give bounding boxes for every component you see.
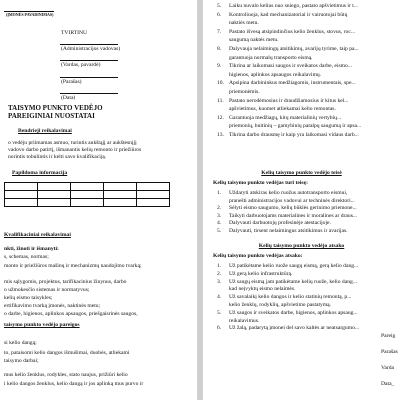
duties-line: mus kelio ženklus, rodykles, stato naujus, prižiūri kelio (4, 372, 128, 378)
list-item-text: apšvietimus, kuomet atliekamai kelio remontas. (229, 106, 336, 113)
signature-name-label: Varda (381, 365, 395, 371)
list-item-text: Taikyti darbuotojams materialines ir moralines ar draus... (229, 212, 358, 219)
section-general-heading: Bendrieji reikalavimai (18, 128, 72, 134)
list-item-number: 6. (217, 11, 222, 18)
list-item-number: 1. (217, 190, 222, 196)
list-item-text: Tikrina ar laikomasi saugos ir sveikatos darbe, eismo... (229, 63, 352, 70)
list-item-text: Už saugų eismą jam patikėtame kelių ruože, kelio dang... (229, 278, 357, 285)
list-item-number: 5. (217, 309, 222, 316)
list-item-text: Už gerą kelio infrastruktūrą. (229, 270, 293, 277)
signature-date-label: Data_ (381, 381, 395, 387)
admin-label: (Administracijos vadovas) (61, 46, 121, 52)
list-item-text: Sėlyti eismo saugumo, kelių būklės gerinimo priemone... (229, 205, 357, 212)
document-title-line2: PAREIGINIAI NUOSTATAI (8, 112, 95, 120)
additional-info-table (4, 182, 170, 207)
list-item-text: Už žalą, padarytą įmonei del savo kaltės ar neatsargumo... (229, 325, 360, 332)
list-item-text: higienos, aplinkos apsaugos reikalavimų. (229, 71, 322, 78)
duties-line: taisymo darbai; (4, 358, 39, 364)
knowledge-line: o darbe, higienos, aplinkos apsaugos, priešgaisrinės saugos, (4, 311, 138, 317)
section-qualification-heading: Kvalifikaciniai reikalavimai (4, 232, 71, 238)
list-item-number: 7. (217, 28, 222, 35)
list-item-text: Už saugos ir sveikatos darbe, higienos, aplinkos apsaug... (229, 309, 358, 316)
company-name-label: (ĮMONĖS PAVADINIMAS) (6, 12, 54, 17)
list-item-number: 13. (217, 132, 224, 138)
knowledge-line: monto ir priežiūros mašinų ir mechanizmų naudojimo tvarką; (4, 263, 142, 269)
list-item-number: 11. (217, 97, 224, 104)
document-page-right (203, 0, 400, 400)
signature-position-label: Pareig (381, 333, 396, 339)
responsibility-subtitle: Kelių taisymo punkto vedėjas atsako: (213, 253, 303, 259)
list-item-text: Dalyvauja nelaimingų atsitikimų, avarijų tyrime, taip pa... (229, 46, 359, 52)
list-item-text: Pastato nerodėmosius ir draudžiamosius ir kitus kel... (229, 97, 349, 104)
list-item-text: Tikrina darbo drausmę ir kaip yra laikomasi vidaus darb... (229, 132, 359, 138)
list-item-number: 9. (217, 63, 222, 70)
general-text-line: vadovo darbo patirtį, išmanantis kelių remonto ir priežiūros (8, 147, 142, 153)
list-item-number: 3. (217, 278, 222, 285)
duties-line: to, pataisomi kelio dangos išmušimai, duobės, atliekami (4, 350, 130, 356)
signature-line (60, 77, 118, 78)
list-item-number: 2. (217, 205, 222, 212)
list-item-text: Dalyvauti, tirsent nelaimingus atsitikimus ir avarijas. (229, 228, 348, 234)
knowledge-line: mis sąlygomis, projektus, tarifikacinius žinynus, darbo (4, 279, 127, 285)
document-page-left (0, 0, 197, 400)
knowledge-line: o užmokesčio sistemas ir normatyvus; (4, 287, 90, 293)
list-item-number: 10. (217, 80, 224, 87)
list-item-text: priemonių, buitinių – gamybinių patalpų saugumą ir apsa... (229, 123, 362, 130)
list-item-text: reikalavimus. (229, 317, 260, 324)
date-line (60, 93, 118, 94)
list-item-text: Garantuoja medžiagų, kitų materialinių vertybių... (229, 114, 342, 121)
list-item-text: priemonėmis. (229, 89, 260, 95)
list-item-number: 4. (217, 294, 222, 301)
knowledge-line: kelių eismo taisykles; (4, 295, 53, 301)
approve-label: TVIRTINU (61, 30, 88, 36)
name-line (60, 60, 118, 61)
list-item-text: saugumą naktės metu. (229, 37, 279, 44)
rights-section-heading: Kelių taisymo punkto vedėjo teisė (261, 170, 342, 176)
list-item-number: 4. (217, 220, 222, 227)
list-item-number: 3. (217, 212, 222, 219)
list-item-number: 8. (217, 46, 222, 52)
duties-line: si kelio dangą; (4, 340, 37, 346)
list-item-number: 5. (217, 228, 222, 234)
list-item-text: garantuoja normalų transporto eismą. (229, 54, 313, 61)
list-item-text: Uždaryti atskiras kelio ruožus autotransporto eismui, (229, 190, 348, 196)
list-item-text: kelio ženklų, rodyklių, apšvietimo pastatymą. (229, 302, 332, 308)
name-label: (Vardas, pavardė) (61, 62, 101, 68)
admin-line (60, 44, 118, 45)
list-item-text: Kontroliuoja, kad mechanizatoriai ir vairuotojai būtų (229, 11, 348, 18)
responsibility-section-heading: Kelių taisymo punkto vedėjo atsako (258, 243, 345, 249)
general-text-line: norintis tobulintis ir kelti savo kvalifikaciją. (8, 154, 107, 160)
knowledge-heading: nkti, žinoti ir išmanyti: (4, 246, 59, 252)
list-item-text: Pastato išvesą atsipindinčius kelio ženklus, stovus, roc... (229, 28, 355, 35)
list-item-text: kad neįvyktų eismo nelaimės. (229, 286, 296, 293)
general-text-line: o vedėju priimamas asmuo, turintis aukštąjį ar aukštesnįjį (8, 140, 137, 146)
section-additional-heading: Papildoma informacija (12, 170, 68, 176)
list-item-number: 6. (217, 325, 222, 332)
date-label: (Data) (61, 95, 76, 101)
list-item-text: pranešti administracijos vadovui ar techninės direktori... (229, 197, 355, 204)
duties-line: i kelio dangos ženklus, kelio dangą ir jos aplinką mus purvo ir (4, 381, 144, 387)
list-item-text: Dalyvauti darbuotojų profesinėje atestacijoje. (229, 220, 331, 227)
list-item-text: Apsipina darbininkus medžiagomis, instrumentais, spe... (229, 80, 356, 87)
rights-subtitle: Kelių taisymo punkto vedėjas turi teisę: (213, 180, 308, 186)
signature-label: (Parašas) (61, 79, 82, 85)
list-item-text: naktiės metu. (229, 20, 259, 27)
signature-sign-label: Parašas (381, 349, 398, 355)
list-item-number: 2. (217, 270, 222, 277)
list-item-text: Laiku nuvalo kelius nuo sniego, pastato apšvietimus ir t... (229, 3, 358, 9)
list-item-text: Už savalaikį kelio dangos ir kelio statinių remontą, p... (229, 294, 352, 301)
section-duties-heading: taisymo punkto vedėjo pareigos (4, 322, 80, 328)
document-title-line1: TAISYMO PUNKTO VEDĖJO (8, 104, 103, 112)
list-item-number: 12. (217, 114, 224, 121)
knowledge-line: ertifikavimo tvarką įmonės, naktinės metu; (4, 303, 101, 309)
list-item-number: 5. (217, 3, 222, 9)
list-item-text: Už patikėtame kelio ruože saugų eismą, gerą kelio dang... (229, 263, 359, 269)
knowledge-line: s, schemas, normas; (4, 254, 49, 260)
list-item-number: 1. (217, 263, 222, 269)
